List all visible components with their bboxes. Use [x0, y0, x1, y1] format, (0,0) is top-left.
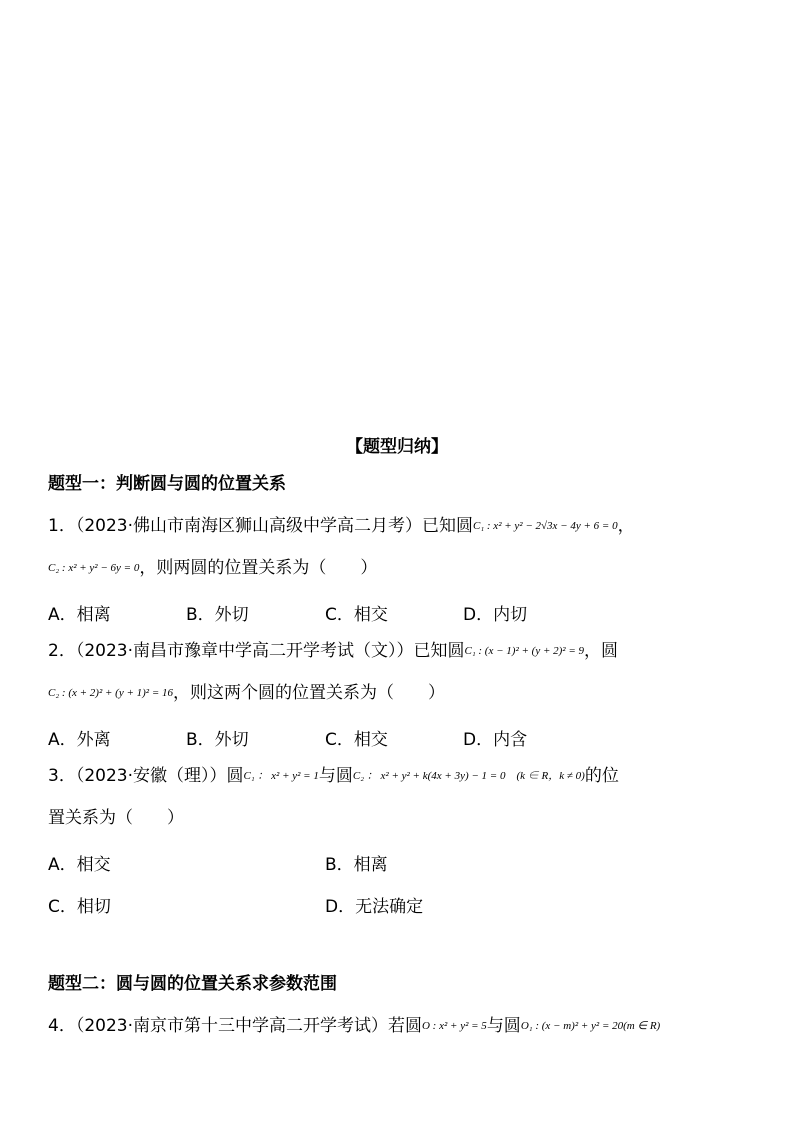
- question-1-option-b[interactable]: B．外切: [186, 605, 249, 625]
- question-1-line-2: [48, 558, 377, 578]
- question-2-ask: ，则这两个圆的位置关系为（ ）: [173, 683, 446, 703]
- question-2-option-a[interactable]: A．外离: [48, 730, 111, 750]
- question-4-join: 与圆: [486, 1016, 521, 1036]
- question-2-option-c[interactable]: C．相交: [325, 730, 388, 750]
- question-2-stem: 2．（2023·南昌市豫章中学高二开学考试（文））已知圆: [48, 641, 465, 661]
- question-3-line-1: [48, 766, 619, 786]
- question-2-formula-c1: C₁ : (x − 1)² + (y + 2)² = 9: [464, 645, 585, 657]
- question-4-stem: 4．（2023·南京市第十三中学高二开学考试）若圆: [48, 1016, 422, 1036]
- question-3-tail: 的位: [584, 766, 619, 786]
- question-1-line-1: [48, 516, 635, 536]
- question-4-formula-o: O : x² + y² = 5: [421, 1020, 487, 1032]
- question-1-option-d[interactable]: D．内切: [463, 605, 528, 625]
- question-2-option-d[interactable]: D．内含: [463, 730, 528, 750]
- question-1-formula-c2: C₂ : x² + y² − 6y = 0: [48, 562, 140, 574]
- question-3-line-2: 置关系为（ ）: [48, 808, 184, 828]
- section-title: 【题型归纳】: [346, 437, 448, 457]
- question-3-option-b[interactable]: B．相离: [325, 855, 388, 875]
- question-1-option-c[interactable]: C．相交: [325, 605, 388, 625]
- question-1-stem: 1．（2023·佛山市南海区狮山高级中学高二月考）已知圆: [48, 516, 473, 536]
- question-3-join: 与圆: [318, 766, 353, 786]
- question-2-line-1: [48, 641, 618, 661]
- question-3-formula-c2: C₂ ： x² + y² + k(4x + 3y) − 1 = 0 (k ∈ R，k ≠ 0): [352, 770, 585, 782]
- question-2-line-2: [48, 683, 445, 703]
- question-3-formula-c1: C₁ ： x² + y² = 1: [243, 770, 319, 782]
- question-1-option-a[interactable]: A．相离: [48, 605, 111, 625]
- question-1-comma: ，: [617, 516, 635, 536]
- question-4-formula-o1: O₁ : (x − m)² + y² = 20(m ∈ R): [520, 1020, 661, 1032]
- question-3-option-d[interactable]: D．无法确定: [325, 897, 424, 917]
- question-3-option-c[interactable]: C．相切: [48, 897, 111, 917]
- type2-heading: 题型二：圆与圆的位置关系求参数范围: [48, 974, 337, 994]
- question-1-ask: ，则两圆的位置关系为（ ）: [139, 558, 378, 578]
- question-2-join: ，圆: [584, 641, 619, 661]
- question-4-line-1: [48, 1016, 660, 1036]
- question-3-option-a[interactable]: A．相交: [48, 855, 111, 875]
- question-3-stem: 3．（2023·安徽（理））圆: [48, 766, 244, 786]
- type1-heading: 题型一：判断圆与圆的位置关系: [48, 474, 286, 494]
- question-1-formula-c1: C₁ : x² + y² − 2√3x − 4y + 6 = 0: [472, 520, 618, 532]
- question-2-formula-c2: C₂ : (x + 2)² + (y + 1)² = 16: [48, 687, 174, 699]
- question-2-option-b[interactable]: B．外切: [186, 730, 249, 750]
